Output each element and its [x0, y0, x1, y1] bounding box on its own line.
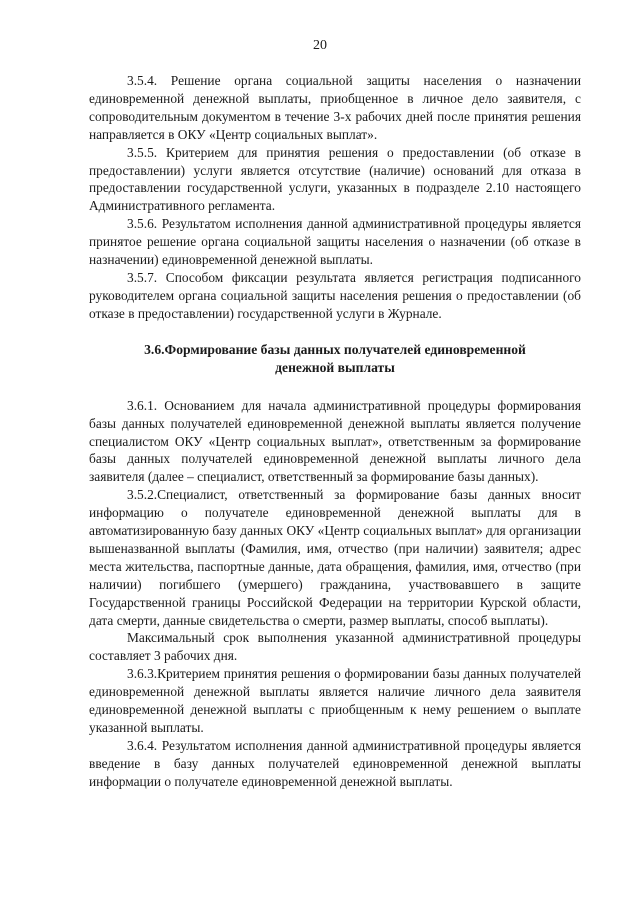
spacer [89, 377, 581, 397]
spacer [89, 323, 581, 341]
page-number: 20 [313, 38, 327, 53]
paragraph-3-6-3: 3.6.3.Критерием принятия решения о формировании базы данных получателей единовременной денежной выплаты является наличие личного дела заявителя единовременной денежной выплаты с приобщенным к нему решением о выплате указанной выплаты. [89, 666, 581, 735]
paragraph-3-5-2: 3.5.2.Специалист, ответственный за формирование базы данных вносит информацию о получателе единовременной денежной выплаты для в автоматизированную базу данных ОКУ «Центр социальных выплат» для организации вышеназванной выплаты (Фамилия, имя, отчество (при наличии) заявителя; адрес места жительства, паспортные данные, дата обращения, фамилия, имя, отчество (при наличии) погибшего (умершего) гражданина, участвовавшего в защите Государственной границы Российской Федерации на территории Курской области, дата смерти, данные свидетельства о смерти, размер выплаты, способ выплаты). [89, 487, 581, 628]
section-heading-3-6: 3.6.Формирование базы данных получателей единовременной денежной выплаты [144, 341, 526, 375]
paragraph-3-6-4: 3.6.4. Результатом исполнения данной административной процедуры является введение в базу данных получателей единовременной денежной выплаты информации о получателе единовременной денежной выплаты. [89, 737, 581, 789]
paragraph-3-5-7: 3.5.7. Способом фиксации результата является регистрация подписанного руководителем органа социальной защиты населения решения о предоставлении (об отказе в предоставлении) государственной услуги в Журнале. [89, 269, 581, 321]
paragraph-3-6-1: 3.6.1. Основанием для начала административной процедуры формирования базы данных получателей единовременной денежной выплаты является получение специалистом ОКУ «Центр социальных выплат», ответственным за формирование базы данных получателей единовременной денежной выплаты личного дела заявителя (далее – специалист, ответственный за формирование базы данных). [89, 397, 581, 485]
paragraph-3-5-5: 3.5.5. Критерием для принятия решения о предоставлении (об отказе в предоставлении) услуги является отсутствие (наличие) оснований для отказа в предоставлении государственной услуги, указанных в подразделе 2.10 настоящего Административного регламента. [89, 144, 581, 214]
document-body [89, 72, 581, 791]
paragraph-max-term: Максимальный срок выполнения указанной административной процедуры составляет 3 рабочих дня. [89, 630, 581, 664]
paragraph-3-5-4: 3.5.4. Решение органа социальной защиты населения о назначении единовременной денежной выплаты, приобщенное в личное дело заявителя, с сопроводительным документом в течение 3-х рабочих дней после принятия решения направляется в ОКУ «Центр социальных выплат». [89, 73, 581, 142]
paragraph-3-5-6: 3.5.6. Результатом исполнения данной административной процедуры является принятое решение органа социальной защиты населения о назначении (об отказе в назначении) единовременной денежной выплаты. [89, 216, 581, 268]
